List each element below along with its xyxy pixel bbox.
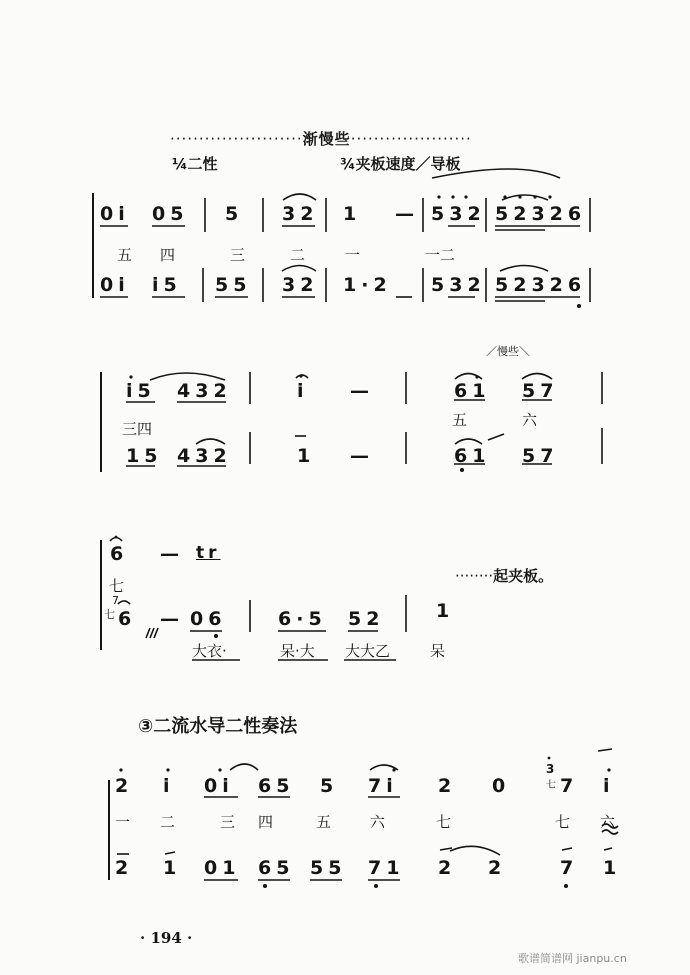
tempo-change-text: 渐慢些 xyxy=(302,130,351,148)
s4-top-n2: i xyxy=(163,775,175,797)
s4-text-4: 四 xyxy=(258,813,274,831)
s2-dots xyxy=(129,374,478,472)
s1-top-n7: 532 xyxy=(431,203,486,225)
s1-barlines xyxy=(203,198,590,302)
s1-text-3: 三 xyxy=(230,246,246,264)
s2-top-n6: 57 xyxy=(522,380,559,402)
s2-bot-n2: 432 xyxy=(177,445,232,467)
s3-lyric-3: 大大乙 xyxy=(345,642,391,660)
s4-top-n4: 65 xyxy=(258,775,295,797)
s2-top-n1: i5 xyxy=(126,380,156,402)
s3-text-2: 7 xyxy=(112,594,119,607)
s2-underlines xyxy=(126,400,552,466)
s4-text-8: 七 xyxy=(555,813,571,831)
s4-bot-n10: 1 xyxy=(603,857,622,879)
s1-text-2: 四 xyxy=(160,246,176,264)
s1-top-n4: 32 xyxy=(282,203,319,225)
s4-bot-n7: 2 xyxy=(438,857,457,879)
s1-text-1: 五 xyxy=(117,246,133,264)
s1-top-n8: 52326 xyxy=(495,203,587,225)
s1-bot-n3: 55 xyxy=(215,274,252,296)
section-title: ③二流水导二性奏法 xyxy=(138,716,298,737)
s1-bot-n6: 532 xyxy=(431,274,486,296)
s2-bot-n1: 15 xyxy=(126,445,163,467)
s3-underlines xyxy=(190,631,396,660)
s2-text-1: 三四 xyxy=(122,420,153,438)
s1-text-4: 二 xyxy=(290,246,306,264)
s1-top-n5: 1 xyxy=(343,203,362,225)
s2-top-n4: — xyxy=(350,380,374,402)
s1-bot-n4: 32 xyxy=(282,274,319,296)
s4-top-n10: 7 xyxy=(560,775,579,797)
s3-lyric-4: 呆 xyxy=(430,642,446,660)
s3-barlines xyxy=(250,595,406,632)
s1-text-5: 一 xyxy=(345,246,361,264)
s4-text-2: 二 xyxy=(160,813,176,831)
s3-bot-n4: 6·5 xyxy=(278,608,327,630)
s2-text-2: 五 xyxy=(452,411,468,429)
s4-top-n6: 7i xyxy=(368,775,398,797)
s4-small-top: 七 xyxy=(546,780,556,791)
s1-underlines xyxy=(100,226,580,301)
s2-text-3: 六 xyxy=(522,411,538,429)
s3-bot-n3: 06 xyxy=(190,608,227,630)
page-number: · 194 · xyxy=(140,929,193,947)
watermark: 歌谱简谱网 jianpu.cn xyxy=(518,952,627,965)
meter-2: ¾夹板速度／导板 xyxy=(340,155,461,173)
s3-dots xyxy=(115,536,218,638)
s4-text-9: 六 xyxy=(600,813,616,831)
s3-text-1: 七 xyxy=(109,577,125,595)
s1-top-n1: 0i xyxy=(100,203,130,225)
s1-bot-n5: 1·2 xyxy=(343,274,392,296)
s4-top-n3: 0i xyxy=(204,775,234,797)
s1-bot-n1: 0i xyxy=(100,274,130,296)
s4-slurs xyxy=(117,749,618,855)
s4-text-3: 三 xyxy=(220,813,236,831)
s4-underlines xyxy=(204,797,400,880)
s4-text-1: 一 xyxy=(115,813,131,831)
s4-top-n11: i xyxy=(603,775,615,797)
s1-dots xyxy=(437,195,581,308)
meter-1: ¼二性 xyxy=(172,155,218,173)
s2-top-n5: 61 xyxy=(454,380,491,402)
s2-bot-n5: 61 xyxy=(454,445,491,467)
s4-top-n9: 3 xyxy=(546,762,555,776)
s4-top-n5: 5 xyxy=(320,775,339,797)
slow-direction: ／慢些＼ xyxy=(486,345,530,358)
s4-text-7: 七 xyxy=(436,813,452,831)
s4-bot-n6: 71 xyxy=(368,857,405,879)
s3-top-n1: 6 xyxy=(110,543,129,565)
s2-barlines xyxy=(250,372,602,464)
s4-dots xyxy=(119,757,610,888)
s3-bot-n5: 52 xyxy=(348,608,385,630)
s2-top-n3: i xyxy=(297,380,309,402)
s4-bot-n8: 2 xyxy=(488,857,507,879)
s4-top-n8: 0 xyxy=(492,775,511,797)
slow-note-text: 慢些 xyxy=(497,345,519,358)
s3-bot-n2: — xyxy=(160,608,184,630)
start-note-text: 起夹板。 xyxy=(493,567,554,585)
s1-top-n2: 05 xyxy=(152,203,189,225)
s1-bot-n7: 52326 xyxy=(495,274,587,296)
s3-lyric-1: 大衣· xyxy=(192,642,227,660)
s4-top-n1: 2 xyxy=(115,775,134,797)
s1-text-6: 一二 xyxy=(425,246,456,264)
s4-bot-n4: 65 xyxy=(258,857,295,879)
s1-top-n3: 5 xyxy=(225,203,244,225)
s4-bot-n9: 7 xyxy=(560,857,579,879)
s4-bot-n3: 01 xyxy=(204,857,241,879)
s3-bot-n1: 6 xyxy=(118,608,137,630)
start-direction: ········起夹板。 xyxy=(455,567,554,585)
s4-text-6: 六 xyxy=(370,813,386,831)
s1-slurs xyxy=(282,169,560,271)
s2-top-n2: 432 xyxy=(177,380,232,402)
s4-bot-n2: 1 xyxy=(163,857,182,879)
s2-bot-n3: 1 xyxy=(297,445,316,467)
s2-bot-n4: — xyxy=(350,445,374,467)
s3-marks xyxy=(110,538,158,639)
tempo-direction: ·······················渐慢些····················· xyxy=(170,130,472,148)
s4-bot-n1: 2 xyxy=(115,857,134,879)
s3-lyric-2: 呆·大 xyxy=(280,642,315,660)
s1-bot-n2: i5 xyxy=(152,274,182,296)
s3-bot-n6: 1 xyxy=(436,600,455,622)
s3-text-3: 七 xyxy=(104,608,115,621)
s2-slurs xyxy=(150,373,552,444)
s4-top-n7: 2 xyxy=(438,775,457,797)
s3-top-n2: — xyxy=(160,543,184,565)
s4-bot-n5: 55 xyxy=(310,857,347,879)
s4-text-5: 五 xyxy=(316,813,332,831)
s2-bot-n6: 57 xyxy=(522,445,559,467)
s3-top-trill: tr xyxy=(196,543,221,563)
s1-top-n6: — xyxy=(395,203,419,225)
